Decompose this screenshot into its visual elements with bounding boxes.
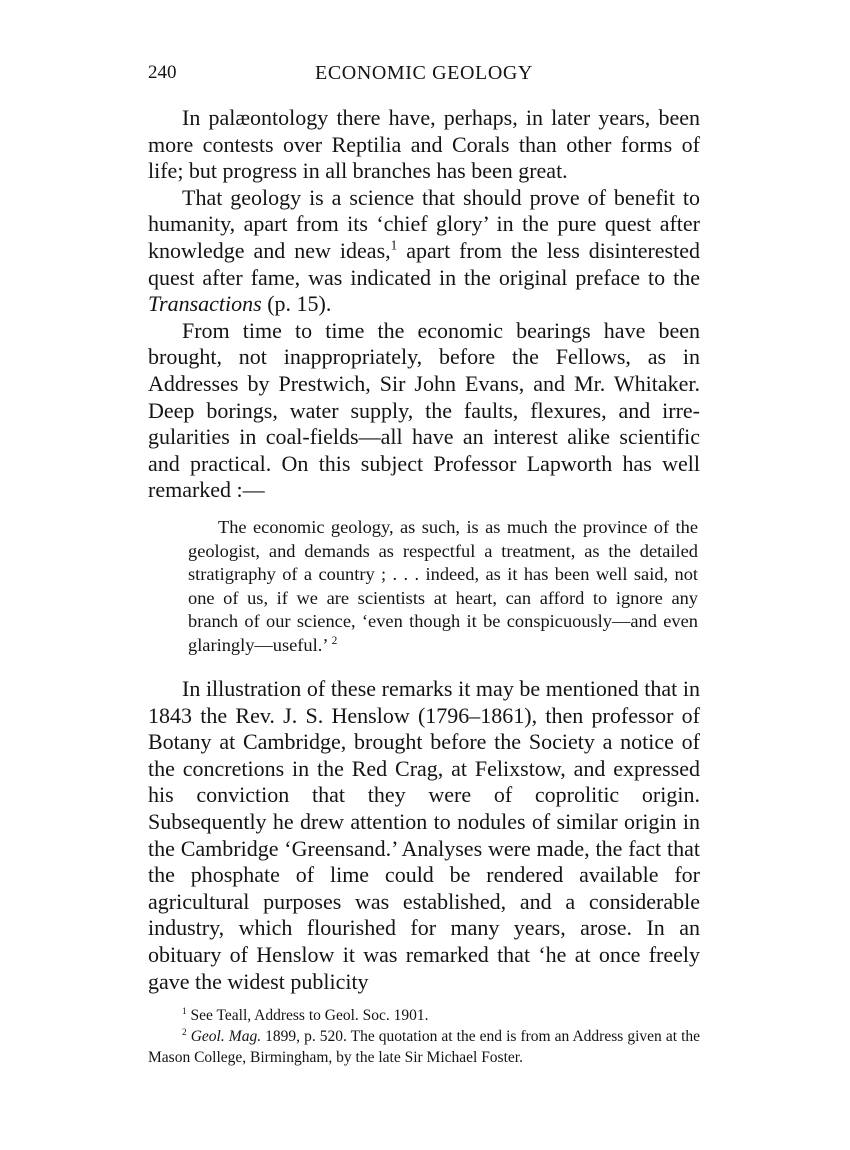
page-header	[148, 62, 700, 90]
paragraph-economic-bearings: From time to time the economic bearings have been brought, not inappropriately, before the Fellows, as in Addresses by Prestwich, Sir John Evans, and Mr. Whitaker. Deep borings, water supply, the faults, flexures, and irregularities in coal-fields—all have an interest alike scientific and practical. On this subject Professor Lapworth has well remarked :—	[148, 317, 700, 503]
footnotes	[148, 1005, 700, 1068]
page-number: 240	[148, 62, 177, 83]
publication-title: Transactions	[148, 291, 262, 317]
quote-text: The economic geology, as such, is as much the province of the geologist, and demands as respectful a treatment, as the detailed stratigraphy of a country ; . . . indeed, as it has been well said, not one of us, if we are scientists at heart, can afford to ignore any branch of our science, ‘even though it be conspicuously—and even glaringly—useful.’	[188, 517, 698, 655]
footnote-1	[148, 1005, 700, 1026]
footnote-mark: 2	[182, 1027, 187, 1038]
paragraph-palaeontology: In palæontology there have, perhaps, in later years, been more contests over Reptilia and Corals than other forms of life; but progress in all branches has been great.	[148, 105, 700, 184]
paragraph-geology-benefit	[148, 185, 700, 318]
footnote-reference: 1	[390, 237, 398, 253]
body-text	[148, 105, 700, 504]
footnote-text: 1899, p. 520. The quotation at the end is from an Address given at the Mason College, Birmingham, by the late Sir Michael Foster.	[148, 1028, 701, 1066]
footnote-text: See Teall, Address to Geol. Soc. 1901.	[186, 1007, 429, 1024]
body-text-continued	[148, 676, 700, 995]
paragraph-henslow: In illustration of these remarks it may be mentioned that in 1843 the Rev. J. S. Henslow (1796–1861), then professor of Botany at Cambridge, brought before the Society a notice of the concretions in the Red Crag, at Felixstow, and expressed his conviction that they were of coprolitic origin. Subsequently he drew attention to nodules of similar origin in the Cambridge ‘Greensand.’ Analyses were made, the fact that the phosphate of lime could be rendered available for agricultural purposes was established, and a considerable industry, which flourished for many years, arose. In an obituary of Henslow it was remarked that ‘he at once freely gave the widest publicity	[148, 676, 700, 994]
footnote-2	[148, 1026, 700, 1068]
paragraph-text: apart from the less disinterested quest after fame, was indicated in the original preface to the	[148, 237, 700, 290]
block-quote	[188, 516, 698, 657]
journal-title: Geol. Mag.	[190, 1028, 262, 1045]
footnote-reference: 2	[331, 634, 338, 647]
footnote-mark: 1	[182, 1006, 187, 1017]
paragraph-text: That geology is a science that should prove of benefit to humanity, apart from its ‘chief glory’ in the pure quest after knowledge and new ideas,	[148, 184, 700, 263]
paragraph-text: (p. 15).	[261, 291, 332, 317]
running-title: ECONOMIC GEOLOGY	[315, 62, 533, 84]
